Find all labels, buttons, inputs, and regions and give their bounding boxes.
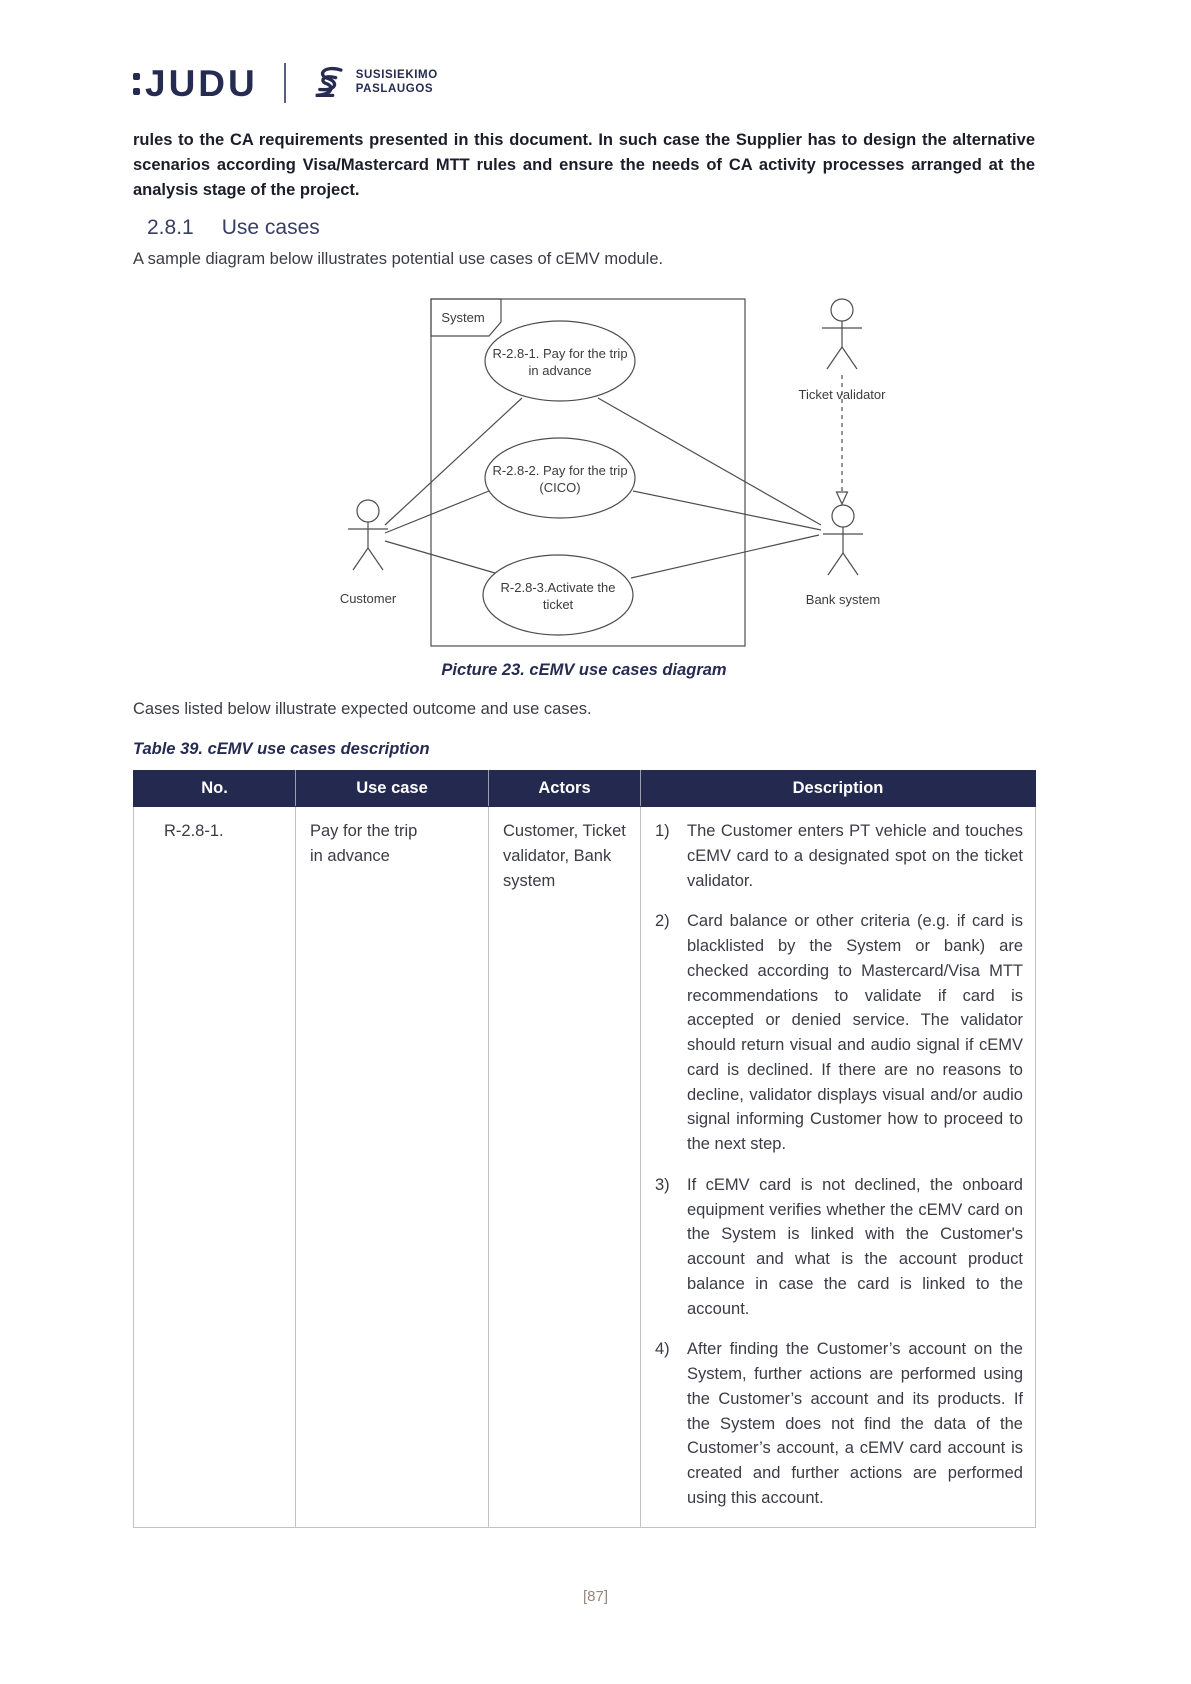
description-item [651, 1337, 1023, 1510]
picture-caption: Picture 23. cEMV use cases diagram [441, 661, 727, 680]
description-item-text: After finding the Customer’s account on the System, further actions are performed using the Customer’s account and its products. If the System does not find the data of the Customer’s account, a cEMV card account is created and further actions are performed using this account. [687, 1340, 1023, 1507]
partner-logo [308, 63, 438, 103]
partner-logo-line2: PASLAUGOS [355, 83, 434, 95]
customer-actor [348, 500, 388, 570]
description-item-number: 1) [655, 822, 670, 841]
association-line [631, 535, 819, 578]
ticket-validator-actor-label: Ticket validator [798, 387, 886, 403]
description-item-number: 4) [655, 1340, 670, 1359]
page-content [133, 56, 1035, 1528]
use-case-ellipse-2 [485, 438, 635, 518]
bank-system-actor-label: Bank system [805, 592, 881, 608]
judu-logo-text: JUDU [145, 62, 258, 104]
intro-paragraph: rules to the CA requirements presented in this document. In such case the Supplier has to design the alternative scenarios according Visa/Mastercard MTT rules and ensure the needs of CA activity processes arranged at the analysis stage of the project. [133, 131, 1035, 199]
association-line [385, 491, 489, 533]
use-case-1-label-line2: in advance [528, 363, 592, 379]
table-caption: Table 39. cEMV use cases description [133, 740, 430, 759]
description-item-text: Card balance or other criteria (e.g. if card is blacklisted by the System or bank) are checked according to Mastercard/Visa MTT recommendations to validate if card is accepted or denied service. The validator should return visual and audio signal if cEMV card is declined. If there are no reasons to decline, validator displays visual and/or audio signal informing Customer how to proceed to the next step. [687, 912, 1023, 1154]
customer-actor-label: Customer [339, 591, 397, 607]
section-heading [147, 216, 1035, 240]
cell-no: R-2.8-1. [134, 807, 296, 1528]
description-item [651, 1173, 1023, 1322]
cell-actors: Customer, Ticket validator, Bank system [489, 807, 641, 1528]
section-title: Use cases [221, 216, 320, 240]
use-case-ellipse-3 [483, 555, 633, 635]
description-item-text: If cEMV card is not declined, the onboard equipment verifies whether the cEMV card on the System is linked with the Customer's account and what is the account product balance in case the card is linked to the account. [687, 1175, 1023, 1318]
cell-use-case [296, 807, 489, 1528]
use-case-3-label-line1: R-2.8-3.Activate the [500, 580, 616, 596]
partner-logo-text [356, 69, 438, 97]
use-case-text: Pay for the trip in advance [310, 822, 418, 865]
use-case-ellipse-1 [485, 321, 635, 401]
diagram-intro-sentence: A sample diagram below illustrates potential use cases of cEMV module. [133, 250, 664, 269]
page-number: [87] [582, 1588, 609, 1605]
table-row [134, 807, 1036, 1528]
use-case-1-label-line1: R-2.8-1. Pay for the trip [492, 346, 628, 362]
susisiekimo-paslaugos-logo-icon [308, 63, 348, 103]
column-header-use-case: Use case [296, 771, 489, 807]
column-header-description: Description [641, 771, 1036, 807]
description-item [651, 819, 1023, 893]
description-item-text: The Customer enters PT vehicle and touches cEMV card to a designated spot on the ticket validator. [687, 822, 1023, 890]
column-header-actors: Actors [489, 771, 641, 807]
partner-logo-line1: SUSISIEKIMO [355, 69, 438, 82]
column-header-no: No. [134, 771, 296, 807]
use-cases-table [133, 770, 1036, 1528]
use-case-diagram-svg [305, 278, 905, 652]
association-line [598, 398, 821, 525]
judu-logo-dots-icon [133, 73, 140, 95]
ticket-validator-actor [822, 299, 862, 369]
association-line [633, 491, 821, 530]
description-item [651, 909, 1023, 1157]
cases-sentence: Cases listed below illustrate expected outcome and use cases. [133, 700, 592, 719]
table-header-row [134, 771, 1036, 807]
description-item-number: 3) [655, 1175, 670, 1194]
use-case-2-label-line1: R-2.8-2. Pay for the trip [492, 463, 628, 479]
use-case-diagram [305, 278, 905, 657]
association-line [385, 541, 495, 573]
logo-divider [284, 63, 286, 103]
judu-logo [133, 62, 258, 104]
description-item-number: 2) [655, 912, 670, 931]
system-label: System [441, 310, 485, 326]
header-logo [133, 56, 1035, 110]
use-case-3-label-line2: ticket [542, 597, 574, 613]
cell-description [641, 807, 1036, 1528]
bank-system-actor [823, 505, 863, 575]
section-number: 2.8.1 [147, 216, 194, 240]
use-case-2-label-line2: (CICO) [539, 480, 581, 496]
